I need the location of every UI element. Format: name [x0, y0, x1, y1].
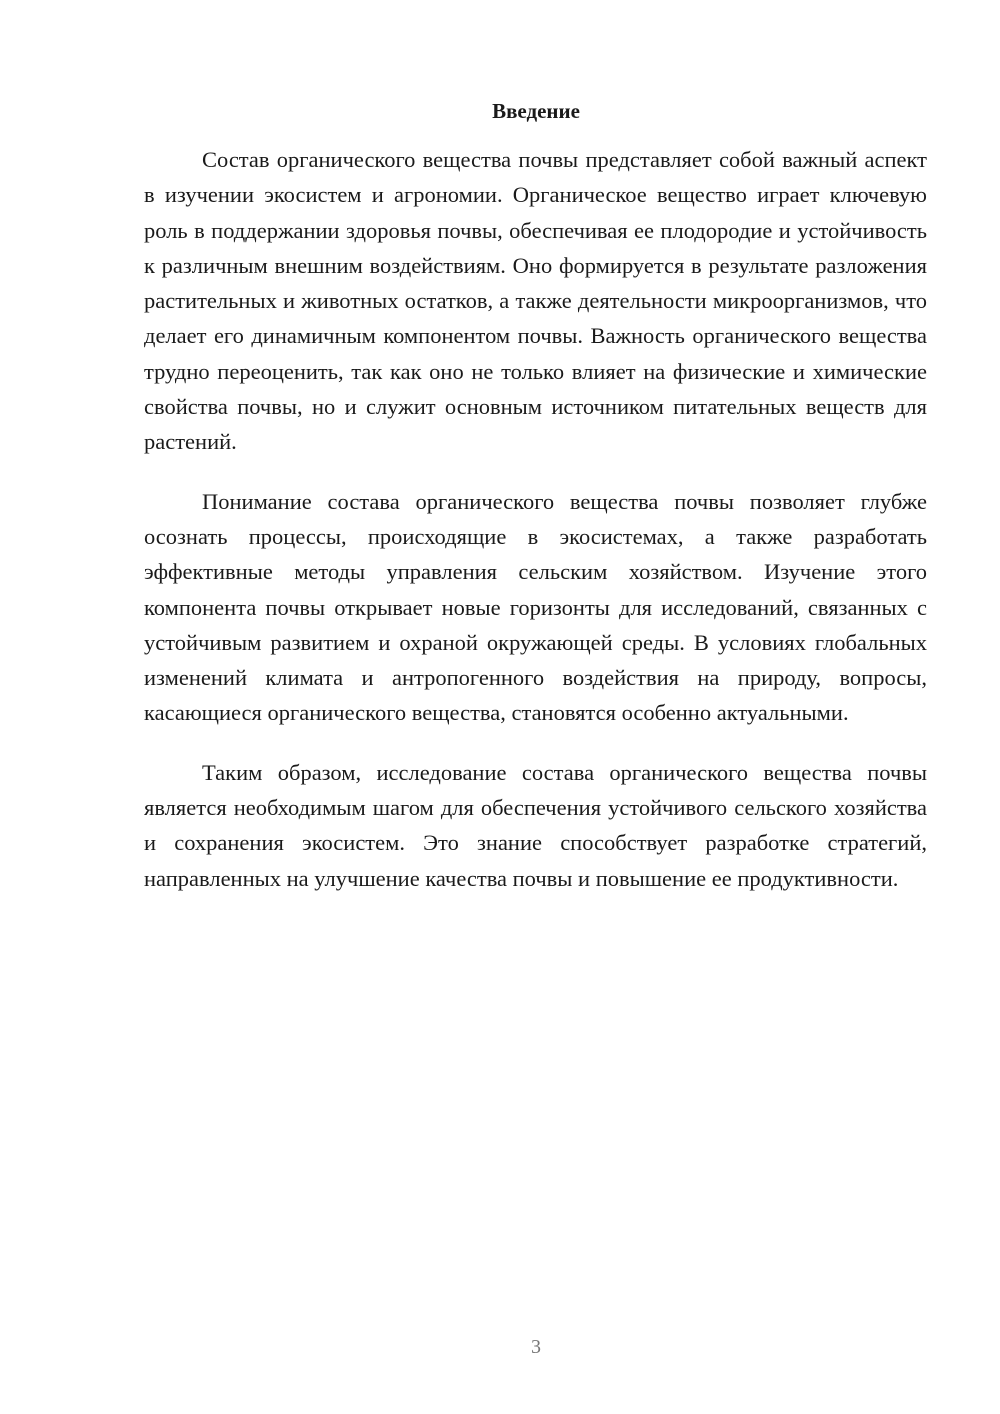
page-number: 3 — [531, 1336, 541, 1358]
page-title: Введение — [492, 99, 580, 123]
body-text — [144, 142, 927, 920]
paragraph-1: Состав органического вещества почвы представляет собой важный аспект в изучении экосистем и агрономии. Органическое вещество играет ключевую роль в поддержании здоровья почвы, обеспечивая ее плодородие и устойчивость к различным внешним воздействиям. Оно формируется в результате разложения растительных и животных остатков, а также деятельности микроорганизмов, что делает его динамичным компонентом почвы. Важность органического вещества трудно переоценить, так как оно не только влияет на физические и химические свойства почвы, но и служит основным источником питательных веществ для растений. — [144, 147, 927, 455]
paragraph-3: Таким образом, исследование состава органического вещества почвы является необходимым шагом для обеспечения устойчивого сельского хозяйства и сохранения экосистем. Это знание способствует разработке стратегий, направленных на улучшение качества почвы и повышение ее продуктивности. — [144, 759, 927, 891]
paragraph-2: Понимание состава органического вещества почвы позволяет глубже осознать процессы, происходящие в экосистемах, а также разработать эффективные методы управления сельским хозяйством. Изучение этого компонента почвы открывает новые горизонты для исследований, связанных с устойчивым развитием и охраной окружающей среды. В условиях глобальных изменений климата и антропогенного воздействия на природу, вопросы, касающиеся органического вещества, становятся особенно актуальными. — [144, 488, 927, 726]
